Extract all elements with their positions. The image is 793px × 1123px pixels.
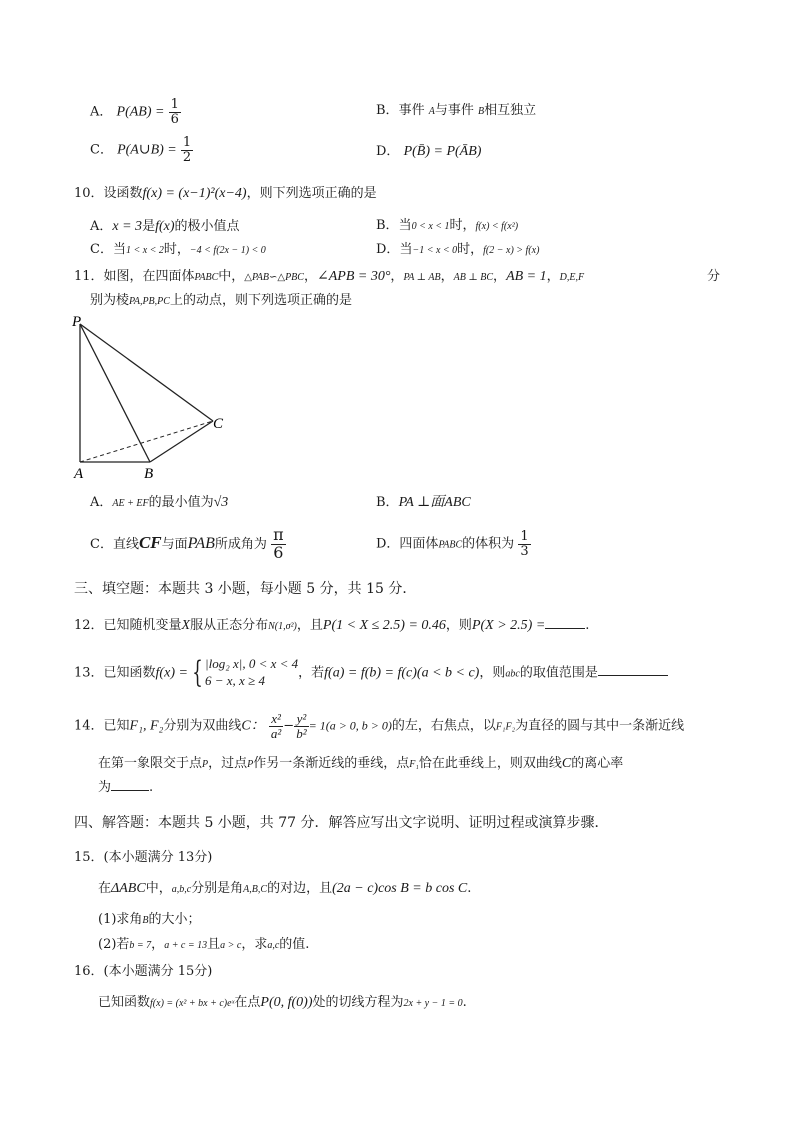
edge-pb [80,324,150,462]
q9-option-d: D． P(B̄) = P(ĀB) [376,144,482,159]
q13-answer-blank [598,675,668,676]
q16-stem: 已知函数f(x) = (x² + bx + c)eˣ在点P(0, f(0))处的切线方程为2x + y − 1 = 0. [98,995,467,1010]
vertex-p-label: P [72,314,82,330]
vertex-a-label: A [74,466,84,482]
q11-option-c: C．直线CF与面PAB所成角为 $\frac{\pi}{6}$ [90,525,284,562]
q15-part2: (2)若b = 7，a + c = 13且a > c，求a,c的值. [98,937,310,952]
q11-option-b: B．PA ⊥面ABC [376,495,471,510]
q14-answer-blank [111,790,149,791]
q15-part1: (1)求角B的大小； [98,912,201,927]
piecewise-brace: { [192,654,203,690]
section-4-heading: 四、解答题：本题共 5 小题，共 77 分．解答应写出文字说明、证明过程或演算步骤． [74,815,609,831]
vertex-b-label: B [144,466,154,482]
q9-option-a: A． P(AB) = $\frac{1}{6}$ [90,97,179,127]
q14-line1: 14．已知F₁, F₂分别为双曲线C： $\frac{\text{x²}}{\text{a²}}$ − $\frac{\text{y²}}{\text{b²}}$ = 1(a > 0, b > 0)的左，右焦点，以F₁F₂为直径的圆与其中一条渐近线 [74,711,685,741]
q11-stem-line2: 别为棱PA,PB,PC上的动点，则下列选项正确的是 [90,293,352,308]
q9-option-c: C． P(A∪B) = $\frac{1}{2}$ [90,135,192,165]
q16-heading: 16．(本小题满分 15分) [74,964,213,979]
q10-option-a: A．x = 3是f(x)的极小值点 [90,219,240,234]
q10-option-c: C．当1 < x < 2时，−4 < f(2x − 1) < 0 [90,242,266,257]
edge-pc [80,324,213,421]
edge-bc [150,421,213,462]
q10-stem: 10．设函数f(x) = (x−1)²(x−4)，则下列选项正确的是 [74,186,377,201]
q11-option-d: D．四面体PABC的体积为 $\frac{1}{3}$ [376,529,529,559]
q15-heading: 15．(本小题满分 13分) [74,850,213,865]
tetrahedron-figure [68,312,238,484]
q11-stem-fen: 分 [707,269,721,284]
q9-option-b: B．事件 A与事件 B相互独立 [376,103,537,118]
q11-stem-line1: 11．如图，在四面体PABC中，△PAB∽△PBC，∠APB = 30°，PA ⊥ AB，AB ⊥ BC，AB = 1，D,E,F [74,269,585,284]
q12: 12．已知随机变量X服从正态分布N(1,σ²)，且P(1 < X ≤ 2.5) = 0.46，则P(X > 2.5) = . [74,618,590,633]
q14-line2: 在第一象限交于点P，过点P作另一条渐近线的垂线，点F₁恰在此垂线上，则双曲线C的离心率 [98,756,624,771]
section-3-heading: 三、填空题：本题共 3 小题，每小题 5 分，共 15 分． [74,581,417,597]
q15-stem: 在ΔABC中，a,b,c分别是角A,B,C的对边，且(2a − c)cos B = b cos C. [98,881,472,896]
q11-option-a: A．AE + EF的最小值为√3 [90,495,229,510]
q10-option-b: B．当0 < x < 1时，f(x) < f(x²) [376,218,519,233]
vertex-c-label: C [213,416,224,432]
q10-option-d: D．当−1 < x < 0时，f(2 − x) > f(x) [376,242,540,257]
q13: 13．已知函数f(x) = { |log₂ x|, 0 < x < 4 6 − x, x ≥ 4 ，若f(a) = f(b) = f(c)(a < b < c)，则abc的取值范围是 [74,656,668,690]
q14-line3: 为 . [98,780,154,795]
q12-answer-blank [545,628,585,629]
